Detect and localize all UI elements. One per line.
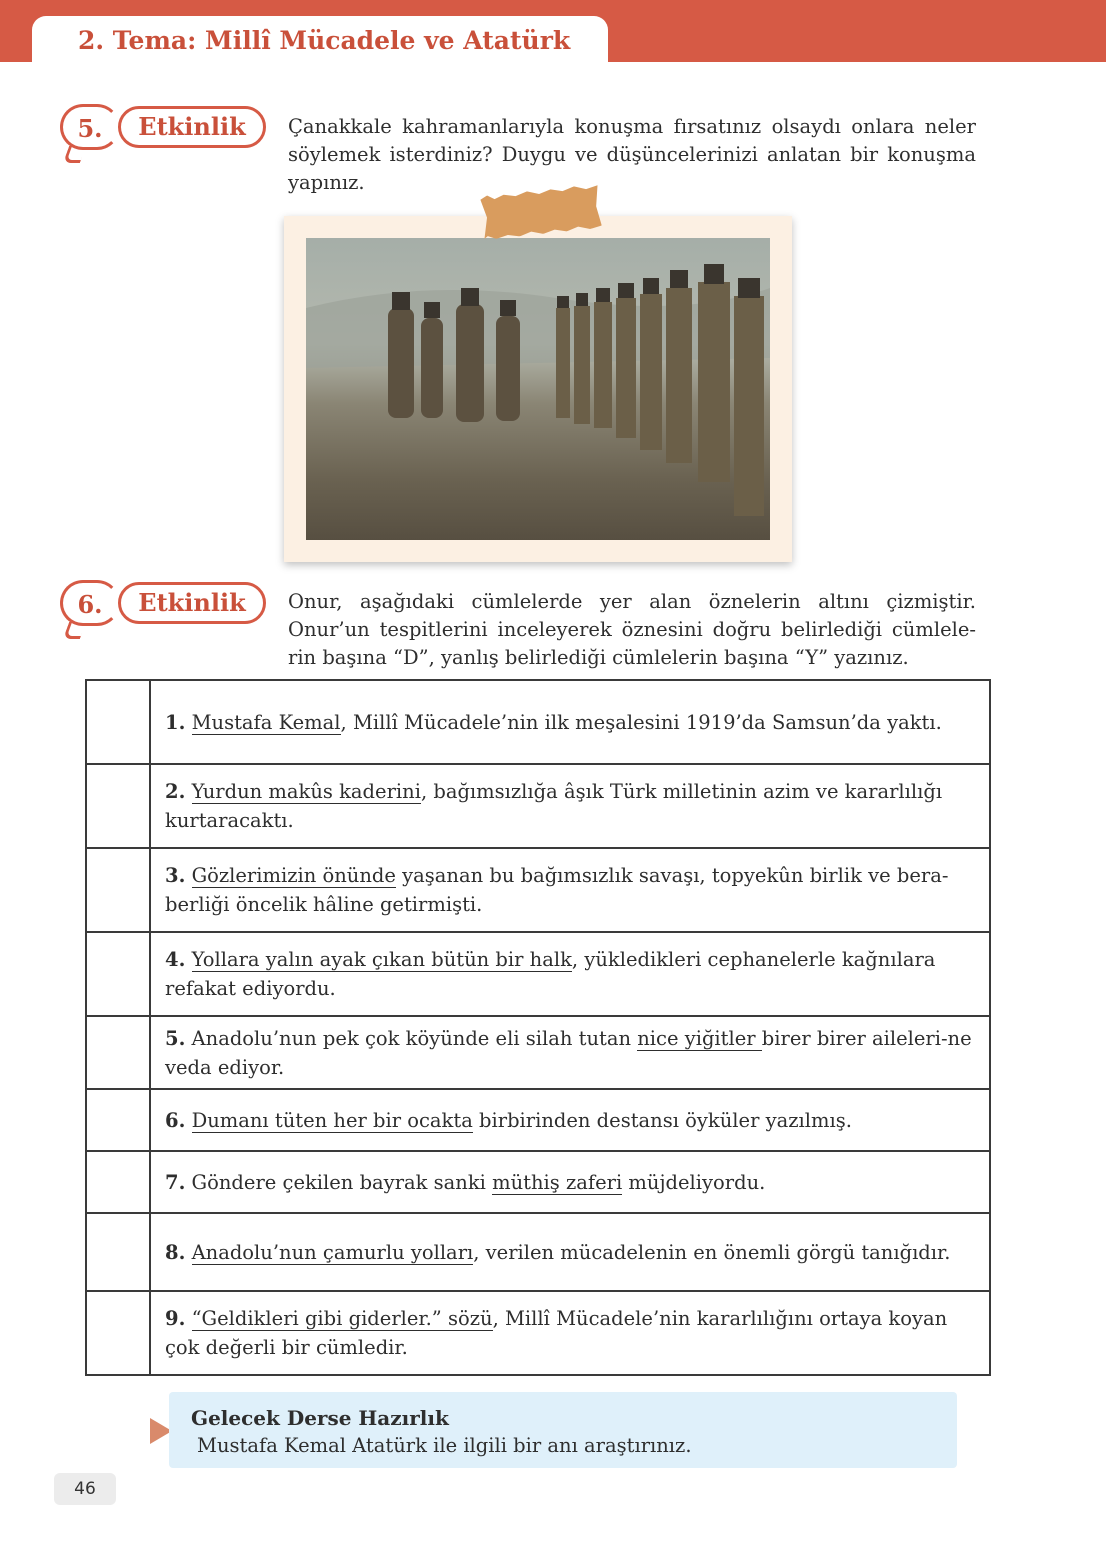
theme-title: 2. Tema: Millî Mücadele ve Atatürk: [78, 26, 571, 55]
underlined-subject: “Geldikleri gibi giderler.” sözü: [191, 1307, 493, 1330]
sentence-text: , Millî Mücadele’nin ilk meşalesini 1919’da Samsun’da yaktı.: [340, 710, 942, 734]
activity-6-badge-tail: [63, 622, 86, 639]
sentence-number: 3.: [165, 864, 186, 887]
activity-5-instruction: Çanakkale kahramanlarıyla konuşma fırsatınız olsaydı onlara neler söylemek isterdiniz? Duygu ve düşüncelerinizi anlatan bir konuşma yapınız.: [288, 115, 976, 194]
table-row: [86, 1016, 990, 1089]
page-number: 46: [54, 1473, 116, 1505]
sentence-number: 8.: [165, 1240, 186, 1264]
sentence-number: 4.: [165, 948, 186, 971]
sentence-text: Anadolu’nun pek çok köyünde eli silah tutan: [185, 1026, 638, 1050]
prep-box: [169, 1392, 957, 1468]
table-row: [86, 1291, 990, 1375]
sentence-number: 6.: [165, 1108, 186, 1132]
activity-5-number: 5.: [60, 104, 120, 150]
sentence-text: birbirinden destansı öyküler yazılmış.: [472, 1108, 852, 1132]
answer-cell[interactable]: [86, 1151, 150, 1213]
sentence-cell: [150, 764, 990, 848]
sentence-text: , bağımsızlığa âşık Türk milletinin azim ve kararlılığı kurtaracaktı.: [165, 780, 943, 832]
sentence-cell: [150, 1291, 990, 1375]
answer-cell[interactable]: [86, 848, 150, 932]
underlined-subject: Yollara yalın ayak çıkan bütün bir halk: [191, 948, 572, 971]
underlined-subject: Yurdun makûs kaderini: [191, 780, 421, 803]
sentence-cell: [150, 1213, 990, 1291]
prep-title: Gelecek Derse Hazırlık: [191, 1406, 449, 1430]
activity-6-instruction: Onur, aşağıdaki cümlelerde yer alan öznelerin altını çizmiştir. Onur’un tespitlerini inceleyerek öznesini doğru belirlediği cümlele-rin başına “D”, yanlış belirlediği cümlelerin başına “Y” yazınız.: [288, 590, 976, 669]
answer-cell[interactable]: [86, 1016, 150, 1089]
table-row: [86, 680, 990, 764]
underlined-subject: Dumanı tüten her bir ocakta: [191, 1108, 473, 1132]
sentence-text: , yükledikleri cephanelerle kağnılara refakat ediyordu.: [165, 948, 936, 1000]
table-row: [86, 1213, 990, 1291]
sentence-number: 2.: [165, 780, 186, 803]
sentence-cell: [150, 848, 990, 932]
sentence-number: 9.: [165, 1307, 186, 1330]
activity-6-number: 6.: [60, 580, 120, 626]
sentence-cell: [150, 680, 990, 764]
underlined-subject: Mustafa Kemal: [191, 710, 341, 734]
photo-frame: [284, 216, 792, 562]
sentence-text: birer birer aileleri-ne veda ediyor.: [165, 1026, 972, 1079]
sentence-text: , Millî Mücadele’nin kararlılığını ortaya koyan çok değerli bir cümledir.: [165, 1307, 948, 1359]
underlined-subject: müthiş zaferi: [492, 1170, 623, 1194]
table-row: [86, 1089, 990, 1151]
activity-6-label: Etkinlik: [118, 582, 266, 624]
table-row: [86, 932, 990, 1016]
underlined-subject: nice yiğitler: [637, 1026, 762, 1050]
sentence-text: Göndere çekilen bayrak sanki: [185, 1170, 493, 1194]
sentence-number: 5.: [165, 1026, 186, 1050]
answer-cell[interactable]: [86, 1291, 150, 1375]
activity-5-badge-tail: [63, 146, 86, 163]
sentence-cell: [150, 1016, 990, 1089]
underlined-subject: Gözlerimizin önünde: [191, 864, 396, 887]
sentence-text: yaşanan bu bağımsızlık savaşı, topyekûn birlik ve bera-berliği öncelik hâline getirmişti.: [165, 864, 949, 916]
sentence-number: 1.: [165, 710, 186, 734]
sentence-cell: [150, 932, 990, 1016]
sentence-cell: [150, 1089, 990, 1151]
answer-cell[interactable]: [86, 680, 150, 764]
soldiers-illustration: [306, 238, 770, 540]
sentence-text: , verilen mücadelenin en önemli görgü tanığıdır.: [473, 1240, 951, 1264]
prep-text: Mustafa Kemal Atatürk ile ilgili bir anı araştırınız.: [197, 1434, 692, 1457]
underlined-subject: Anadolu’nun çamurlu yolları: [191, 1240, 474, 1264]
sentence-cell: [150, 1151, 990, 1213]
table-row: [86, 764, 990, 848]
answer-table: [85, 679, 991, 1376]
answer-cell[interactable]: [86, 764, 150, 848]
answer-cell[interactable]: [86, 1089, 150, 1151]
activity-5-label: Etkinlik: [118, 106, 266, 148]
sentence-number: 7.: [165, 1170, 186, 1194]
table-row: [86, 1151, 990, 1213]
answer-cell[interactable]: [86, 932, 150, 1016]
header-tab: [32, 16, 608, 68]
table-row: [86, 848, 990, 932]
sentence-text: müjdeliyordu.: [622, 1170, 766, 1194]
historical-photo: [306, 238, 770, 540]
answer-cell[interactable]: [86, 1213, 150, 1291]
